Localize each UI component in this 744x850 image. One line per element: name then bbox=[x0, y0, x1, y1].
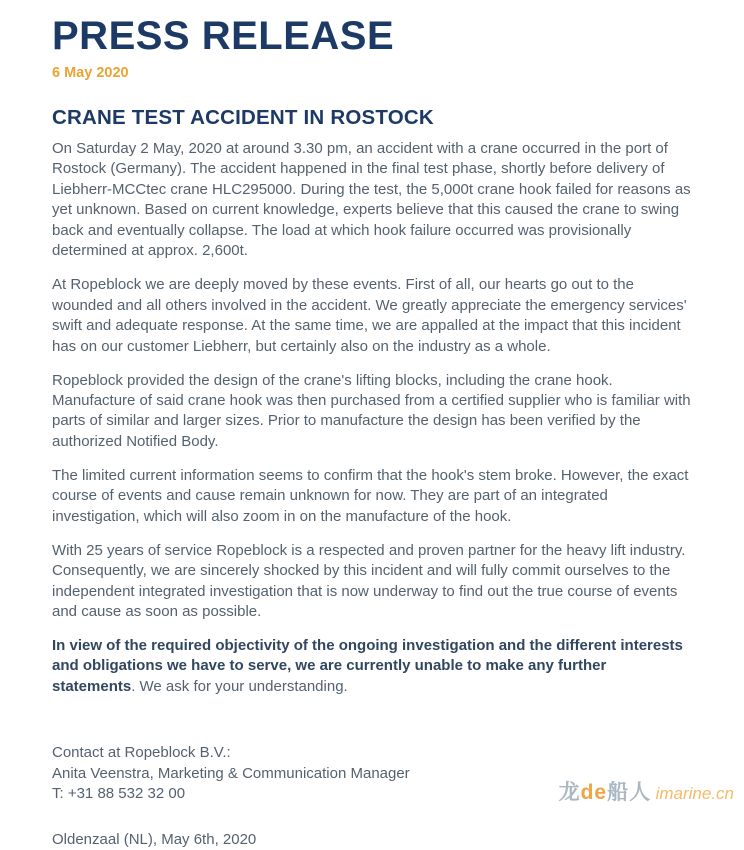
body-paragraph-3: Ropeblock provided the design of the crane's lifting blocks, including the crane hook. Manufacture of said crane hook was then purchased from a certified supplier who is familiar with parts of similar and larger sizes. Prior to manufacture the design has been verified by the authorized Notified Body. bbox=[52, 371, 691, 450]
body-paragraph-5: With 25 years of service Ropeblock is a respected and proven partner for the heavy lift industry. Consequently, we are sincerely shocked by this incident and will fully commit ourselves to the independent integrated investigation that is now underway to find out the true course of events and cause as soon as possible. bbox=[52, 541, 686, 621]
statement-normal-text: . We ask for your understanding. bbox=[131, 677, 348, 695]
contact-intro: Contact at Ropeblock B.V.: bbox=[52, 744, 231, 762]
watermark bbox=[559, 776, 734, 806]
watermark-site-name: imarine.cn bbox=[655, 784, 734, 803]
body-paragraph-1: On Saturday 2 May, 2020 at around 3.30 pm, an accident with a crane occurred in the port of Rostock (Germany). The accident happened in the final test phase, shortly before delivery of Liebherr-MCCtec crane HLC295000. During the test, the 5,000t crane hook failed for reasons as yet unknown. Based on current knowledge, experts believe that this caused the crane to swing back and eventually collapse. The load at which hook failure occurred was provisionally determined at approx. 2,600t. bbox=[52, 140, 691, 260]
page-title: PRESS RELEASE bbox=[52, 14, 395, 58]
watermark-cjk-orange: de bbox=[580, 781, 608, 804]
body-paragraph-4: The limited current information seems to confirm that the hook's stem broke. However, the exact course of events and cause remain unknown for now. They are part of an integrated investigation, which will also zoom in on the manufacture of the hook. bbox=[52, 466, 689, 525]
body-paragraph-2: At Ropeblock we are deeply moved by these events. First of all, our hearts go out to the wounded and all others involved in the accident. We greatly appreciate the emergency services' swift and adequate response. At the same time, we are appalled at the impact that this incident has on our customer Liebherr, but certainly also on the industry as a whole. bbox=[52, 276, 687, 355]
statement-bold-text: In view of the required objectivity of the ongoing investigation and the different interests and obligations we have to serve, we are currently unable to make any further statements bbox=[52, 637, 683, 695]
dateline: Oldenzaal (NL), May 6th, 2020 bbox=[52, 830, 257, 848]
release-date: 6 May 2020 bbox=[52, 65, 129, 81]
contact-person: Anita Veenstra, Marketing & Communication Manager bbox=[52, 764, 410, 782]
watermark-cjk-gray-1: 龙 bbox=[558, 781, 581, 804]
watermark-cjk-gray-2: 船人 bbox=[607, 781, 652, 804]
statement-paragraph bbox=[52, 636, 692, 697]
contact-phone: T: +31 88 532 32 00 bbox=[52, 785, 186, 803]
article-heading: CRANE TEST ACCIDENT IN ROSTOCK bbox=[52, 106, 434, 129]
